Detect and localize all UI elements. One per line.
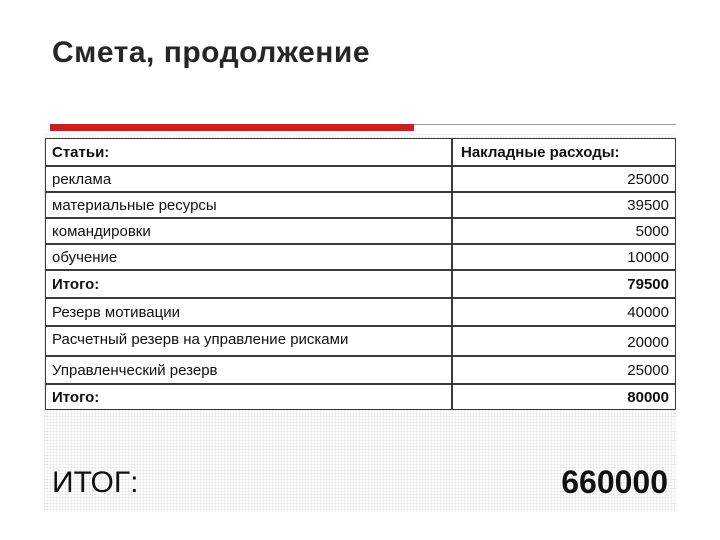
table-row-label: Расчетный резерв на управление рисками <box>45 326 452 356</box>
table-row-label: обучение <box>45 244 452 270</box>
table-header-articles: Статьи: <box>45 138 452 166</box>
subtotal-label: Итого: <box>45 384 452 410</box>
title-accent-bar <box>50 124 414 131</box>
title-divider-line <box>414 124 676 125</box>
table-row-value: 40000 <box>452 298 676 326</box>
subtotal-label: Итого: <box>45 270 452 298</box>
table-row-value: 5000 <box>452 218 676 244</box>
grand-total-label: ИТОГ: <box>52 466 139 499</box>
subtotal-value: 79500 <box>452 270 676 298</box>
table-row-label: материальные ресурсы <box>45 192 452 218</box>
subtotal-value: 80000 <box>452 384 676 410</box>
table-row-value: 10000 <box>452 244 676 270</box>
table-row-label: Управленческий резерв <box>45 356 452 384</box>
table-header-overhead: Накладные расходы: <box>452 138 676 166</box>
table-row-label: Резерв мотивации <box>45 298 452 326</box>
table-row-value: 20000 <box>452 326 676 356</box>
table-row-label: реклама <box>45 166 452 192</box>
table-row-label: командировки <box>45 218 452 244</box>
table-row-value: 25000 <box>452 166 676 192</box>
table-row-value: 25000 <box>452 356 676 384</box>
grand-total-value: 660000 <box>561 464 668 500</box>
slide-title: Смета, продолжение <box>52 36 371 69</box>
table-row-value: 39500 <box>452 192 676 218</box>
